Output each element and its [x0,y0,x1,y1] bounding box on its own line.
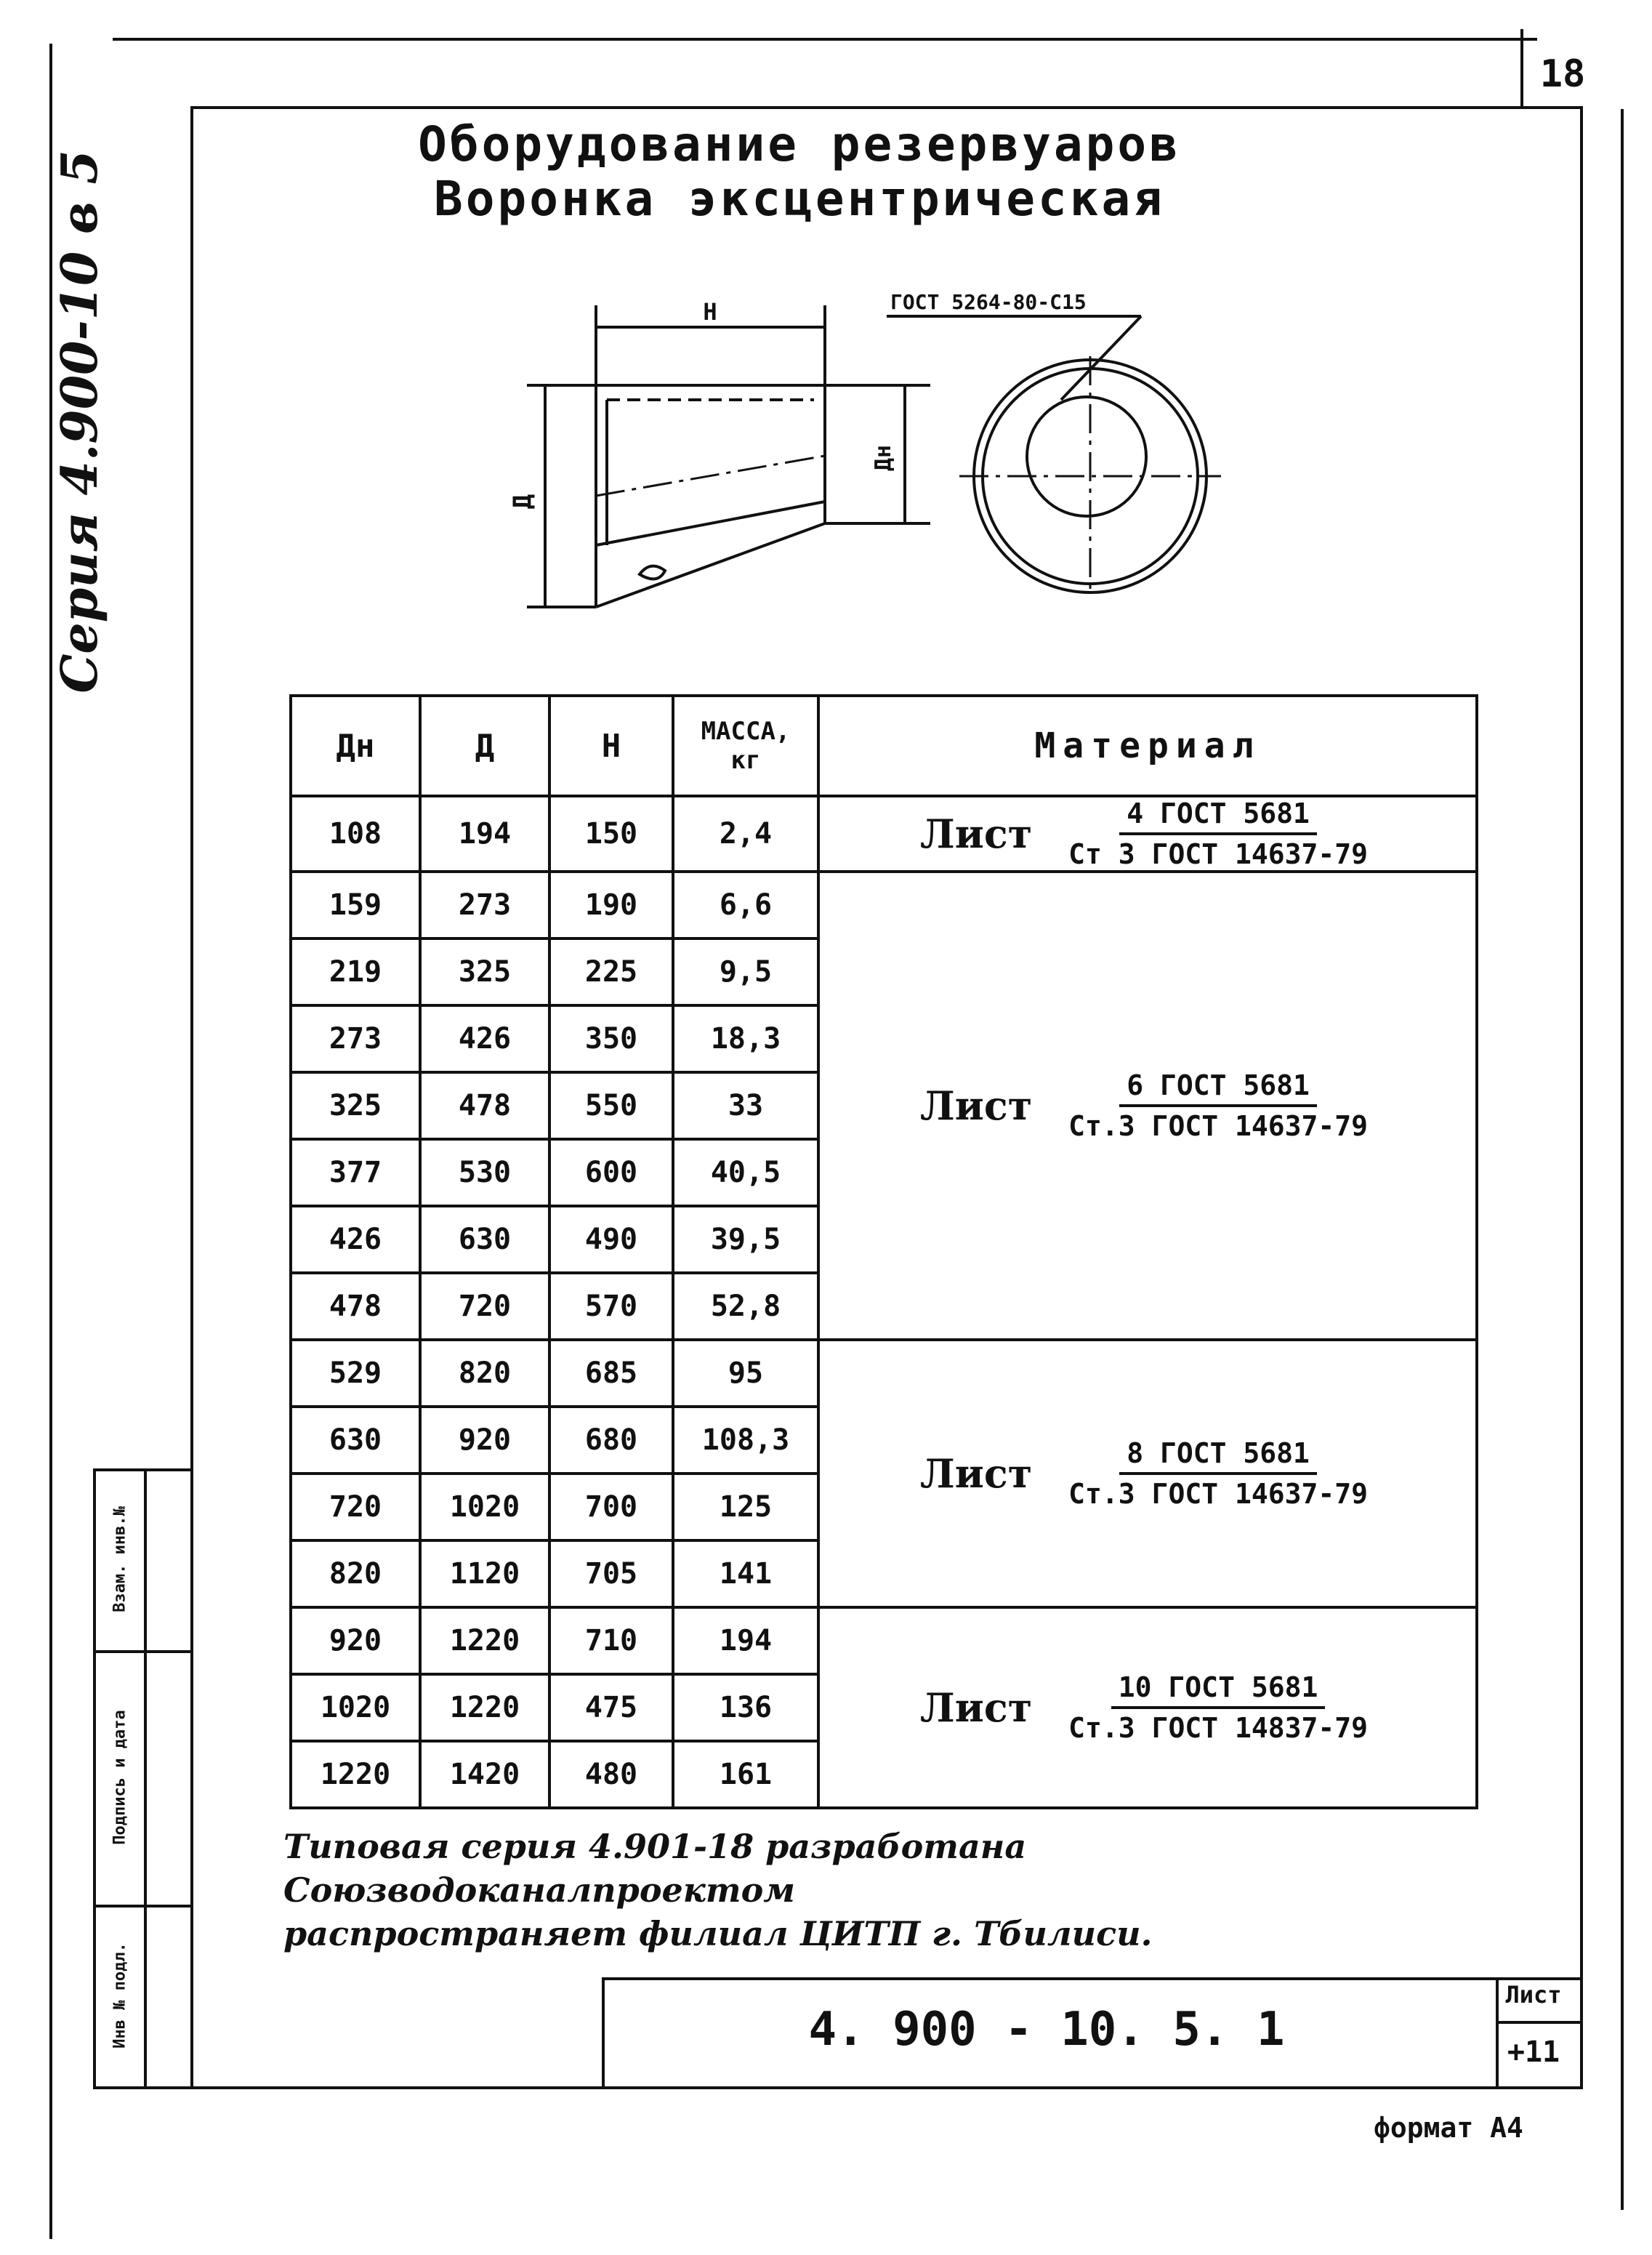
dim-dn-label: Дн [871,444,896,472]
cell-mass: 6,6 [673,872,818,938]
cell-mass: 33 [673,1072,818,1139]
cell-h: 550 [549,1072,673,1139]
title-line-2: Воронка эксцентрическая [434,171,1165,227]
sheet-value: +11 [1507,2035,1560,2069]
cell-dn: 820 [291,1540,420,1607]
header-h: Н [549,696,673,796]
material-list-label: Лист [920,1082,1033,1129]
material-cell [818,1340,1477,1607]
spec-table [289,694,1478,1809]
gost-label: ГОСТ 5264-80-С15 [890,290,1087,314]
cell-h: 480 [549,1741,673,1808]
funnel-inner-bottom [596,502,825,545]
cell-h: 350 [549,1005,673,1072]
header-material: Материал [818,696,1477,796]
cell-d: 1220 [420,1674,549,1741]
cell-h: 710 [549,1607,673,1674]
cell-dn: 920 [291,1607,420,1674]
cell-mass: 194 [673,1607,818,1674]
cell-h: 700 [549,1474,673,1540]
cell-dn: 1020 [291,1674,420,1741]
material-denominator: Ст.3 ГОСТ 14837-79 [1068,1712,1368,1744]
inner-frame-bottom [93,2086,1583,2089]
cell-mass: 95 [673,1340,818,1407]
material-list-label: Лист [920,811,1033,857]
cell-mass: 18,3 [673,1005,818,1072]
funnel-axis [596,456,825,496]
header-mass-line2: кг [730,746,761,775]
strip-label-inv: Инв № подл. [110,1942,129,2049]
material-list-label: Лист [920,1450,1033,1497]
material-cell [818,872,1477,1340]
cell-dn: 426 [291,1206,420,1273]
material-fraction [1061,1069,1375,1142]
table-row [291,872,1477,938]
header-mass-line1: МАССА, [701,717,791,746]
cell-dn: 108 [291,796,420,872]
strip-cell-signature [94,1652,145,1903]
strip-label-vzam: Взам. инв.№ [110,1506,129,1612]
cell-dn: 720 [291,1474,420,1540]
stamp-sheet-line [1496,2021,1582,2024]
cell-d: 426 [420,1005,549,1072]
cell-h: 600 [549,1139,673,1206]
cell-mass: 40,5 [673,1139,818,1206]
series-vertical-label [0,150,167,694]
cell-d: 630 [420,1206,549,1273]
material-list-label: Лист [920,1684,1033,1731]
cell-h: 680 [549,1407,673,1474]
cell-d: 530 [420,1139,549,1206]
title-line-1: Оборудование резервуаров [418,116,1181,172]
table-header-row [291,696,1477,796]
material-numerator: 6 ГОСТ 5681 [1119,1069,1317,1107]
inner-frame-left [190,106,193,2087]
material-entry [820,797,1475,870]
cell-mass: 52,8 [673,1273,818,1340]
top-border-line [113,38,1537,41]
header-d: Д [420,696,549,796]
material-entry [820,1671,1475,1744]
cell-dn: 1220 [291,1741,420,1808]
dim-d-label: Д [508,494,537,510]
cell-h: 475 [549,1674,673,1741]
note-line-1: Типовая серия 4.901-18 разработана Союзводоканалпроектом [283,1827,1027,1910]
cell-mass: 9,5 [673,938,818,1005]
cell-dn: 159 [291,872,420,938]
cell-h: 150 [549,796,673,872]
cell-h: 490 [549,1206,673,1273]
material-numerator: 10 ГОСТ 5681 [1111,1671,1326,1709]
cell-d: 1220 [420,1607,549,1674]
cell-d: 720 [420,1273,549,1340]
table-row [291,1607,1477,1674]
cell-dn: 529 [291,1340,420,1407]
strip-label-signature: Подпись и дата [110,1710,129,1845]
material-cell [818,796,1477,872]
note-text [283,1825,1519,1955]
strip-cell-vzam [94,1470,145,1649]
format-label: формат А4 [1374,2112,1523,2144]
header-dn: Дн [291,696,420,796]
cell-dn: 630 [291,1407,420,1474]
cell-d: 820 [420,1340,549,1407]
cell-d: 1020 [420,1474,549,1540]
page-number: 18 [1539,52,1586,96]
cell-mass: 125 [673,1474,818,1540]
weld-mark [640,566,665,579]
cell-dn: 377 [291,1139,420,1206]
stamp-top-line [602,1977,1583,1980]
cell-d: 1420 [420,1741,549,1808]
cell-h: 705 [549,1540,673,1607]
cell-h: 685 [549,1340,673,1407]
cell-d: 194 [420,796,549,872]
document-code: 4. 900 - 10. 5. 1 [808,2003,1285,2057]
gost-leader [1061,316,1141,400]
cell-mass: 108,3 [673,1407,818,1474]
cell-dn: 478 [291,1273,420,1340]
material-cell [818,1607,1477,1808]
cell-d: 1120 [420,1540,549,1607]
table-row [291,1340,1477,1407]
right-outer-border [1621,109,1624,2210]
dim-h-label: Н [703,298,717,326]
cell-mass: 161 [673,1741,818,1808]
cell-mass: 2,4 [673,796,818,872]
material-numerator: 4 ГОСТ 5681 [1119,797,1317,835]
material-numerator: 8 ГОСТ 5681 [1119,1437,1317,1475]
material-fraction [1061,1437,1375,1510]
cell-dn: 273 [291,1005,420,1072]
sheet-label: Лист [1505,1981,1562,2009]
funnel-bottom-edge [596,523,825,607]
table-row [291,796,1477,872]
material-entry [820,1437,1475,1510]
material-denominator: Ст.3 ГОСТ 14637-79 [1068,1478,1368,1510]
cell-mass: 141 [673,1540,818,1607]
material-fraction [1061,797,1375,870]
cell-d: 478 [420,1072,549,1139]
material-fraction [1061,1671,1375,1744]
note-line-2: распространяет филиал ЦИТП г. Тбилиси. [283,1914,1153,1953]
cell-d: 920 [420,1407,549,1474]
series-vertical-text: Серия 4.900-10 в 5 [51,150,109,694]
cell-h: 190 [549,872,673,938]
funnel-drawing [501,284,1228,632]
cell-d: 325 [420,938,549,1005]
material-denominator: Ст.3 ГОСТ 14637-79 [1068,1110,1368,1142]
cell-h: 225 [549,938,673,1005]
cell-d: 273 [420,872,549,938]
cell-mass: 39,5 [673,1206,818,1273]
material-denominator: Ст 3 ГОСТ 14637-79 [1068,838,1368,870]
header-mass [673,696,818,796]
strip-cell-inv [94,1906,145,2085]
inner-frame-right [1580,106,1583,2087]
inner-frame-top [190,106,1583,109]
inner-circle [1027,397,1146,516]
cell-h: 570 [549,1273,673,1340]
cell-mass: 136 [673,1674,818,1741]
material-entry [820,1069,1475,1142]
cell-dn: 325 [291,1072,420,1139]
cell-dn: 219 [291,938,420,1005]
